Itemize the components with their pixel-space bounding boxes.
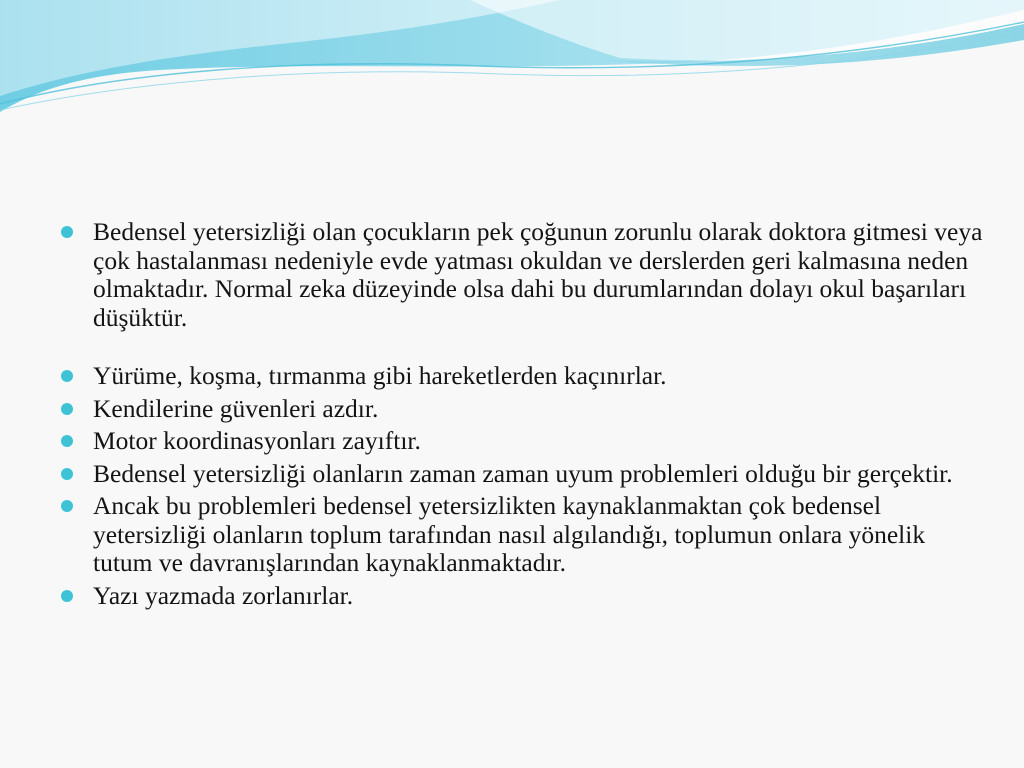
bullet-list	[60, 218, 990, 610]
bullet-dot-icon	[61, 370, 73, 382]
slide-content	[60, 218, 990, 614]
bullet-item	[60, 427, 990, 456]
bullet-text: Motor koordinasyonları zayıftır.	[93, 426, 421, 455]
bullet-item	[60, 218, 990, 332]
bullet-item	[60, 395, 990, 424]
bullet-item	[60, 362, 990, 391]
bullet-text: Bedensel yetersizliği olan çocukların pek çoğunun zorunlu olarak doktora gitmesi veya çok hastalanması nedeniyle evde yatması okuldan ve derslerden geri kalmasına neden olmaktadır. Normal zeka düzeyinde olsa dahi bu durumlarından dolayı okul başarıları düşüktür.	[93, 217, 983, 332]
bullet-dot-icon	[61, 403, 73, 415]
bullet-text: Kendilerine güvenleri azdır.	[93, 393, 379, 423]
bullet-item	[60, 582, 990, 611]
bullet-text: Yazı yazmada zorlanırlar.	[93, 580, 354, 610]
bullet-item	[60, 460, 990, 489]
bullet-dot-icon	[61, 435, 73, 447]
bullet-dot-icon	[61, 590, 73, 602]
bullet-text: Bedensel yetersizliği olanların zaman zaman uyum problemleri olduğu bir gerçektir.	[93, 458, 953, 488]
bullet-text: Yürüme, koşma, tırmanma gibi hareketlerden kaçınırlar.	[93, 361, 667, 390]
bullet-item	[60, 492, 990, 578]
bullet-dot-icon	[61, 226, 73, 238]
header-wave-decoration	[0, 0, 1024, 130]
bullet-dot-icon	[61, 500, 73, 512]
bullet-dot-icon	[61, 468, 73, 480]
bullet-text: Ancak bu problemleri bedensel yetersizlikten kaynaklanmaktan çok bedensel yetersizliği olanların toplum tarafından nasıl algılandığı, toplumun onlara yönelik tutum ve davranışlarından kaynaklanmaktadır.	[93, 491, 926, 577]
